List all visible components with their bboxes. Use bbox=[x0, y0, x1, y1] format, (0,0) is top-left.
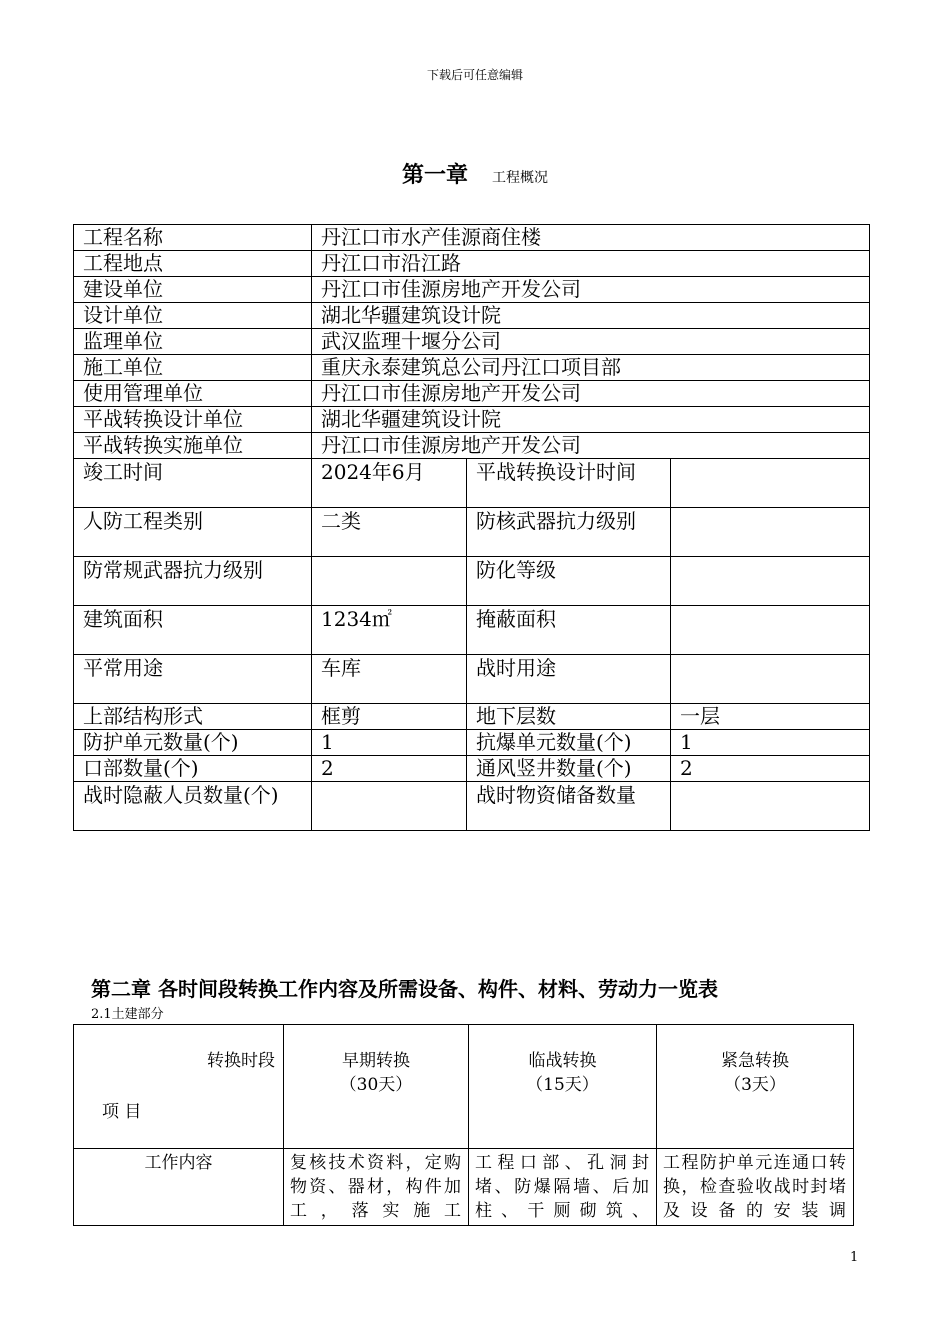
project-pair-label: 竣工时间 bbox=[74, 459, 312, 508]
project-pair-label: 战时隐蔽人员数量(个) bbox=[74, 782, 312, 831]
project-pair-label: 人防工程类别 bbox=[74, 508, 312, 557]
project-pair-value: 2 bbox=[671, 756, 870, 782]
project-info-value: 丹江口市沿江路 bbox=[312, 251, 870, 277]
conversion-header-row bbox=[74, 1025, 854, 1149]
project-pair-value: 框剪 bbox=[312, 704, 467, 730]
chapter1-heading bbox=[0, 158, 950, 189]
stage-name: 临战转换 bbox=[528, 1051, 597, 1071]
project-info-row bbox=[74, 407, 870, 433]
project-info-value: 丹江口市佳源房地产开发公司 bbox=[312, 277, 870, 303]
project-info-label: 施工单位 bbox=[74, 355, 312, 381]
project-info-row bbox=[74, 277, 870, 303]
stage-days: （3天） bbox=[724, 1075, 786, 1095]
project-pair-label: 抗爆单元数量(个) bbox=[467, 730, 671, 756]
project-pair-value bbox=[312, 557, 467, 606]
project-info-row bbox=[74, 225, 870, 251]
project-pair-value bbox=[671, 459, 870, 508]
header-note: 下载后可任意编辑 bbox=[426, 68, 523, 82]
project-pair-row bbox=[74, 508, 870, 557]
project-pair-label: 战时用途 bbox=[467, 655, 671, 704]
project-info-label: 工程名称 bbox=[74, 225, 312, 251]
stage-days: （30天） bbox=[339, 1075, 413, 1095]
stage-emergency bbox=[657, 1025, 854, 1149]
section-2-1-heading: 2.1土建部分 bbox=[91, 1007, 164, 1022]
project-pair-value: 二类 bbox=[312, 508, 467, 557]
project-pair-row bbox=[74, 756, 870, 782]
project-pair-label: 平常用途 bbox=[74, 655, 312, 704]
work-content-row bbox=[74, 1149, 854, 1226]
project-info-value: 武汉监理十堰分公司 bbox=[312, 329, 870, 355]
work-content-early: 复核技术资料，定购物资、器材，构件加工，落实施工 bbox=[284, 1149, 469, 1226]
project-pair-label: 地下层数 bbox=[467, 704, 671, 730]
project-info-label: 工程地点 bbox=[74, 251, 312, 277]
project-pair-label: 战时物资储备数量 bbox=[467, 782, 671, 831]
corner-cell bbox=[74, 1025, 284, 1149]
project-info-value: 丹江口市佳源房地产开发公司 bbox=[312, 433, 870, 459]
project-pair-value bbox=[671, 557, 870, 606]
project-pair-row bbox=[74, 655, 870, 704]
conversion-work-table bbox=[73, 1024, 854, 1226]
stage-early bbox=[284, 1025, 469, 1149]
project-info-row bbox=[74, 433, 870, 459]
project-pair-label: 通风竖井数量(个) bbox=[467, 756, 671, 782]
project-pair-label: 防化等级 bbox=[467, 557, 671, 606]
work-content-imminent: 工程口部、孔洞封堵、防爆隔墙、后加柱、干厕砌筑、 bbox=[469, 1149, 657, 1226]
project-pair-row bbox=[74, 782, 870, 831]
stage-name: 早期转换 bbox=[342, 1051, 410, 1071]
project-pair-label: 平战转换设计时间 bbox=[467, 459, 671, 508]
work-content-emergency: 工程防护单元连通口转换，检查验收战时封堵及设备的安装调 bbox=[657, 1149, 854, 1226]
project-info-label: 设计单位 bbox=[74, 303, 312, 329]
project-pair-value: 一层 bbox=[671, 704, 870, 730]
stage-imminent bbox=[469, 1025, 657, 1149]
project-info-label: 使用管理单位 bbox=[74, 381, 312, 407]
project-pair-value bbox=[671, 508, 870, 557]
project-pair-label: 防常规武器抗力级别 bbox=[74, 557, 312, 606]
page-number: 1 bbox=[850, 1250, 859, 1265]
project-pair-label: 口部数量(个) bbox=[74, 756, 312, 782]
stage-days: （15天） bbox=[526, 1075, 599, 1095]
project-info-row bbox=[74, 381, 870, 407]
project-pair-value bbox=[671, 655, 870, 704]
project-pair-value: 1 bbox=[312, 730, 467, 756]
project-pair-label: 防核武器抗力级别 bbox=[467, 508, 671, 557]
project-pair-value: 2 bbox=[312, 756, 467, 782]
project-overview-table bbox=[73, 224, 870, 831]
project-info-row bbox=[74, 251, 870, 277]
project-pair-row bbox=[74, 606, 870, 655]
project-pair-row bbox=[74, 730, 870, 756]
project-pair-value bbox=[671, 782, 870, 831]
project-pair-label: 防护单元数量(个) bbox=[74, 730, 312, 756]
project-pair-label: 上部结构形式 bbox=[74, 704, 312, 730]
project-pair-row bbox=[74, 704, 870, 730]
project-pair-value: 1234㎡ bbox=[312, 606, 467, 655]
project-info-row bbox=[74, 303, 870, 329]
project-pair-row bbox=[74, 557, 870, 606]
project-info-value: 湖北华疆建筑设计院 bbox=[312, 303, 870, 329]
project-info-label: 平战转换设计单位 bbox=[74, 407, 312, 433]
project-info-value: 重庆永泰建筑总公司丹江口项目部 bbox=[312, 355, 870, 381]
corner-item-label: 项 目 bbox=[102, 1102, 142, 1122]
project-info-value: 丹江口市水产佳源商住楼 bbox=[312, 225, 870, 251]
project-pair-row bbox=[74, 459, 870, 508]
project-pair-value: 2024年6月 bbox=[312, 459, 467, 508]
project-info-value: 湖北华疆建筑设计院 bbox=[312, 407, 870, 433]
chapter1-subtitle: 工程概况 bbox=[492, 170, 548, 186]
project-info-row bbox=[74, 355, 870, 381]
corner-time-label: 转换时段 bbox=[207, 1051, 275, 1071]
chapter1-title: 第一章 bbox=[401, 162, 468, 188]
stage-name: 紧急转换 bbox=[721, 1051, 789, 1071]
project-pair-label: 掩蔽面积 bbox=[467, 606, 671, 655]
project-pair-label: 建筑面积 bbox=[74, 606, 312, 655]
project-pair-value bbox=[671, 606, 870, 655]
project-info-label: 建设单位 bbox=[74, 277, 312, 303]
project-info-value: 丹江口市佳源房地产开发公司 bbox=[312, 381, 870, 407]
project-pair-value bbox=[312, 782, 467, 831]
project-info-label: 平战转换实施单位 bbox=[74, 433, 312, 459]
chapter2-title: 第二章 各时间段转换工作内容及所需设备、构件、材料、劳动力一览表 bbox=[91, 977, 718, 1001]
project-pair-value: 1 bbox=[671, 730, 870, 756]
project-info-label: 监理单位 bbox=[74, 329, 312, 355]
project-pair-value: 车库 bbox=[312, 655, 467, 704]
project-info-row bbox=[74, 329, 870, 355]
work-content-label: 工作内容 bbox=[74, 1149, 284, 1226]
